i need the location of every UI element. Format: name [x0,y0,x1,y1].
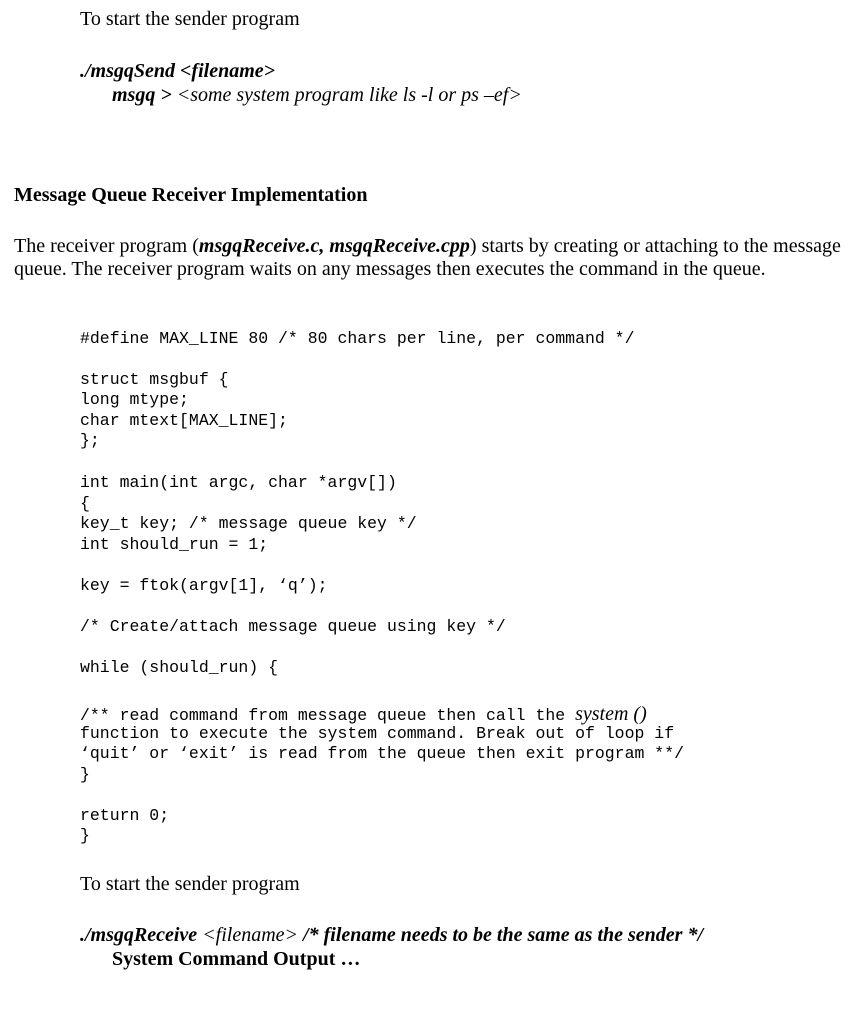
intro-prompt: msgq > [112,84,172,106]
code-line: ‘quit’ or ‘exit’ is read from the queue then exit program **/ [80,744,684,763]
code-line: key = ftok(argv[1], ‘q’); [80,576,328,595]
code-line: }; [80,431,100,450]
code-system-call: system () [575,703,647,725]
outro-command [80,924,703,947]
code-line: #define MAX_LINE 80 /* 80 chars per line, per command */ [80,329,635,348]
intro-prompt-hint: <some system program like ls -l or ps –ef> [176,84,522,106]
code-line: long mtype; [80,390,189,409]
paragraph-start: The receiver program ( [14,235,199,257]
code-line: int main(int argc, char *argv[]) [80,473,397,492]
code-line: } [80,765,90,784]
code-line: return 0; [80,806,170,825]
paragraph-files: msgqReceive.c, msgqReceive.cpp [198,235,470,257]
intro-prompt-line [112,84,522,107]
code-line: int should_run = 1; [80,535,269,554]
paragraph-end: ) starts by creating or attaching to the message queue. The receiver program waits on any messages then executes the command in the queue. [14,235,841,280]
code-line: /* Create/attach message queue using key */ [80,617,506,636]
code-line: char mtext[MAX_LINE]; [80,411,288,430]
code-line: function to execute the system command. Break out of loop if [80,724,675,743]
outro-output: System Command Output … [112,948,361,970]
code-line: { [80,494,90,513]
code-line: key_t key; /* message queue key */ [80,514,417,533]
outro-comment: /* filename needs to be the same as the sender */ [298,924,704,946]
section-paragraph [14,235,854,281]
code-line: while (should_run) { [80,658,279,677]
outro-command-arg: <filename> [197,924,299,946]
intro-heading: To start the sender program [80,8,300,30]
code-line [80,703,647,726]
outro-heading: To start the sender program [80,873,300,895]
outro-command-prefix: ./msgqReceive [80,924,198,946]
intro-command-arg: <filename> [180,60,276,82]
code-line: } [80,826,90,845]
code-comment-start: /** read command from message queue then call the [80,706,576,725]
intro-command [80,60,275,83]
code-line: struct msgbuf { [80,370,229,389]
intro-command-prefix: ./msgqSend [80,60,176,82]
section-title: Message Queue Receiver Implementation [14,184,368,206]
